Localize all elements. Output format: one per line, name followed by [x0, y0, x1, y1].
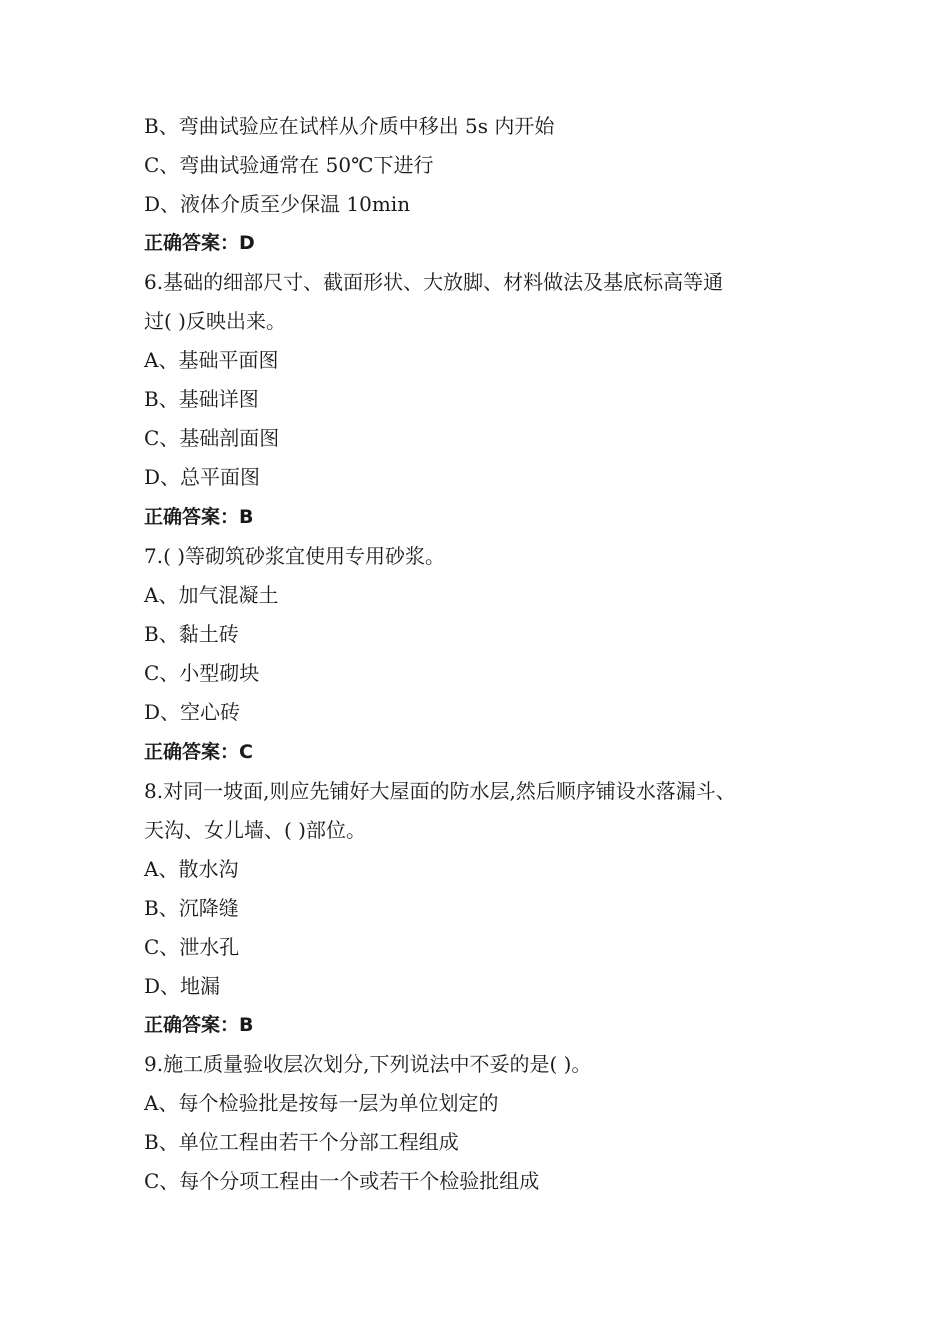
option-line: D、液体介质至少保温 10min	[144, 192, 411, 216]
answer-line: 正确答案：C	[144, 741, 253, 763]
option-line: C、泄水孔	[144, 935, 240, 959]
option-line: C、小型砌块	[144, 661, 260, 685]
option-line: A、每个检验批是按每一层为单位划定的	[144, 1091, 499, 1115]
answer-line: 正确答案：D	[144, 232, 255, 254]
option-line: D、空心砖	[144, 700, 241, 724]
option-line: A、散水沟	[144, 857, 239, 881]
option-line: B、弯曲试验应在试样从介质中移出 5s 内开始	[144, 114, 555, 138]
option-line: D、总平面图	[144, 465, 261, 489]
option-line: C、弯曲试验通常在 50℃下进行	[144, 153, 434, 177]
question-line: 9.施工质量验收层次划分,下列说法中不妥的是( )。	[144, 1052, 592, 1076]
option-line: C、基础剖面图	[144, 426, 280, 450]
option-line: A、加气混凝土	[144, 583, 279, 607]
option-line: A、基础平面图	[144, 348, 279, 372]
option-line: B、黏土砖	[144, 622, 239, 646]
question-line: 8.对同一坡面,则应先铺好大屋面的防水层,然后顺序铺设水落漏斗、	[144, 779, 736, 803]
option-line: B、单位工程由若干个分部工程组成	[144, 1130, 459, 1154]
answer-line: 正确答案：B	[144, 506, 254, 528]
question-line: 6.基础的细部尺寸、截面形状、大放脚、材料做法及基底标高等通	[144, 270, 724, 294]
option-line: B、沉降缝	[144, 896, 239, 920]
option-line: C、每个分项工程由一个或若干个检验批组成	[144, 1169, 540, 1193]
option-line: D、地漏	[144, 974, 221, 998]
question-line: 过( )反映出来。	[144, 309, 286, 333]
option-line: B、基础详图	[144, 387, 259, 411]
question-line: 天沟、女儿墙、( )部位。	[144, 818, 366, 842]
answer-line: 正确答案：B	[144, 1014, 254, 1036]
question-line: 7.( )等砌筑砂浆宜使用专用砂浆。	[144, 544, 446, 568]
